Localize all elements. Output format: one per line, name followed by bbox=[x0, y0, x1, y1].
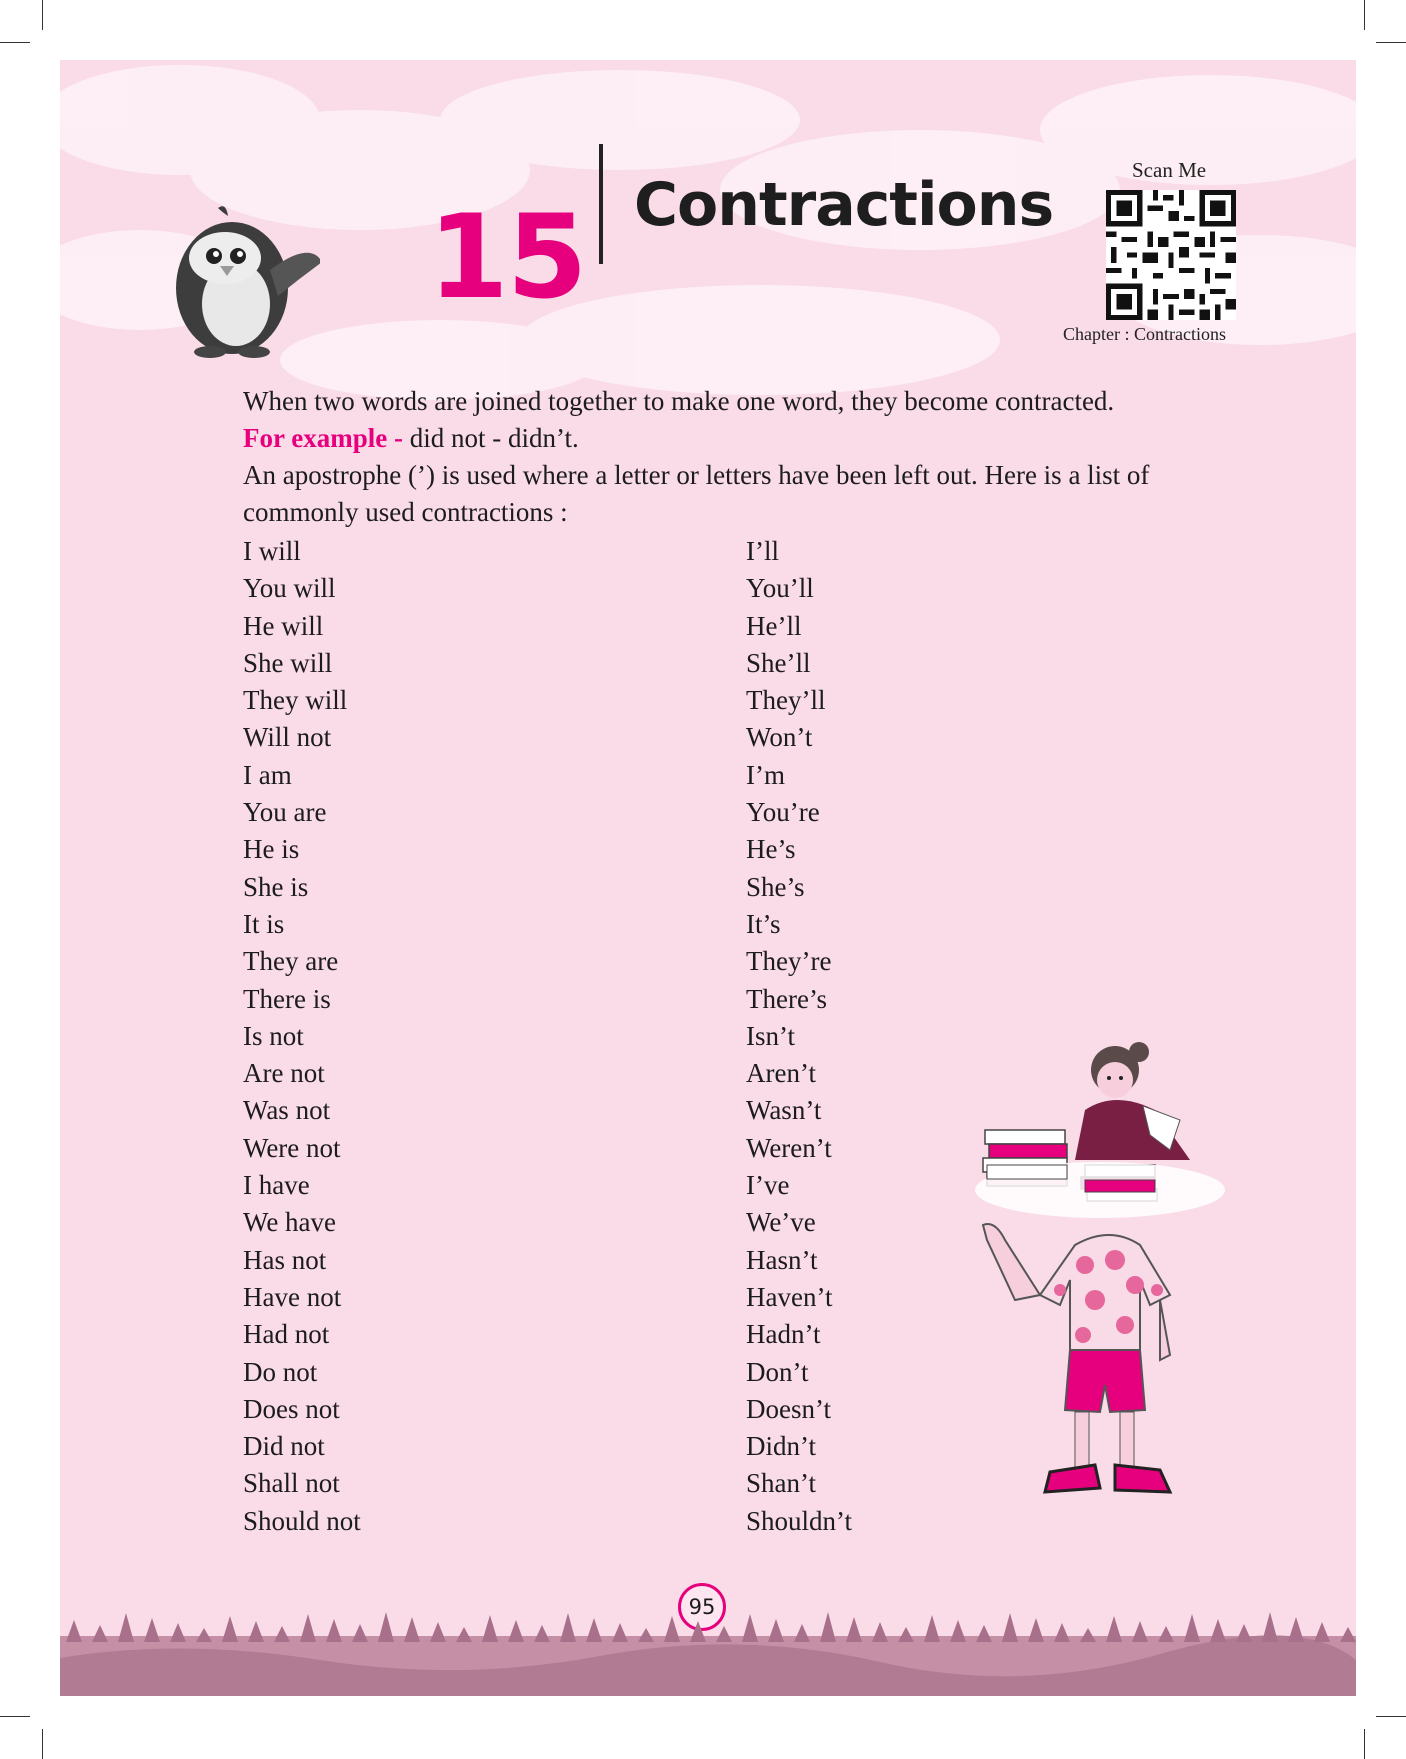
tree-shape bbox=[872, 1622, 888, 1642]
full-form-item: Shall not bbox=[243, 1468, 340, 1499]
tree-shape bbox=[326, 1619, 342, 1642]
full-form-item: Have not bbox=[243, 1281, 342, 1312]
qr-code[interactable] bbox=[1106, 190, 1236, 320]
example-text: did not - didn’t. bbox=[402, 423, 579, 453]
full-form-item: Should not bbox=[243, 1505, 361, 1536]
tree-shape bbox=[846, 1617, 862, 1642]
tree-shape bbox=[1028, 1618, 1044, 1642]
tree-shape bbox=[222, 1616, 238, 1642]
tree-shape bbox=[1002, 1613, 1018, 1642]
full-form-item: Are not bbox=[243, 1058, 325, 1089]
full-form-item: She is bbox=[243, 871, 309, 902]
contraction-item: There’s bbox=[746, 983, 827, 1014]
tree-shape bbox=[170, 1623, 186, 1642]
tree-shape bbox=[430, 1622, 446, 1642]
contraction-item: He’s bbox=[746, 834, 796, 865]
contraction-item: I’ve bbox=[746, 1170, 790, 1201]
tree-shape bbox=[560, 1613, 576, 1642]
tree-shape bbox=[300, 1614, 316, 1642]
tree-shape bbox=[1158, 1626, 1174, 1642]
tree-shape bbox=[1080, 1628, 1096, 1642]
contraction-item: She’ll bbox=[746, 647, 811, 678]
book-page bbox=[60, 60, 1356, 1696]
full-form-item: I am bbox=[243, 759, 292, 790]
contraction-item: Shouldn’t bbox=[746, 1505, 853, 1536]
tree-shape bbox=[1262, 1612, 1278, 1642]
contraction-item: Haven’t bbox=[746, 1281, 833, 1312]
full-form-item: You are bbox=[243, 797, 327, 828]
penguin-illustration bbox=[170, 200, 320, 360]
contraction-item: We’ve bbox=[746, 1207, 816, 1238]
full-form-item: I will bbox=[243, 536, 301, 566]
full-form-item: Has not bbox=[243, 1244, 327, 1275]
full-form-item: He will bbox=[243, 610, 324, 641]
full-forms-column bbox=[243, 533, 361, 1540]
chapter-title: Contractions bbox=[634, 170, 1054, 240]
example-line bbox=[243, 420, 579, 456]
crop-mark bbox=[42, 1729, 43, 1759]
tree-shape bbox=[196, 1628, 212, 1642]
tree-shape bbox=[924, 1615, 940, 1642]
crop-mark bbox=[0, 42, 30, 43]
tree-shape bbox=[118, 1613, 134, 1642]
intro-line-3: An apostrophe (’) is used where a letter or letters have been left out. Here is a list of bbox=[243, 460, 1150, 490]
full-form-item: Does not bbox=[243, 1393, 340, 1424]
contraction-item: Aren’t bbox=[746, 1058, 816, 1089]
tree-shape bbox=[690, 1621, 706, 1642]
children-illustration bbox=[965, 1040, 1255, 1550]
tree-shape bbox=[274, 1626, 290, 1642]
tree-shape bbox=[794, 1624, 810, 1642]
full-form-item: Is not bbox=[243, 1020, 304, 1051]
chapter-number: 15 bbox=[428, 190, 586, 325]
contraction-item: She’s bbox=[746, 871, 805, 902]
contraction-item: Hadn’t bbox=[746, 1319, 821, 1350]
contraction-item: Won’t bbox=[746, 722, 813, 753]
crop-mark bbox=[1376, 1716, 1406, 1717]
full-form-item: They are bbox=[243, 946, 339, 977]
tree-shape bbox=[248, 1621, 264, 1642]
tree-shape bbox=[1132, 1621, 1148, 1642]
tree-shape bbox=[1314, 1622, 1330, 1642]
contraction-item: You’ll bbox=[746, 573, 814, 604]
tree-shape bbox=[742, 1614, 758, 1642]
full-form-item: Were not bbox=[243, 1132, 341, 1163]
contraction-item: Isn’t bbox=[746, 1020, 796, 1051]
full-form-item: There is bbox=[243, 983, 331, 1014]
contraction-item: You’re bbox=[746, 797, 820, 828]
tree-shape bbox=[1184, 1614, 1200, 1642]
full-form-item: You will bbox=[243, 573, 336, 604]
contraction-item: I’m bbox=[746, 759, 785, 790]
tree-shape bbox=[508, 1620, 524, 1642]
tree-shape bbox=[482, 1615, 498, 1642]
scan-me-label: Scan Me bbox=[1132, 158, 1207, 182]
tree-shape bbox=[456, 1627, 472, 1642]
tree-shape bbox=[1210, 1619, 1226, 1642]
tree-shape bbox=[66, 1620, 82, 1642]
tree-shape bbox=[92, 1625, 108, 1642]
contraction-item: They’ll bbox=[746, 685, 826, 716]
contraction-item: It’s bbox=[746, 908, 781, 939]
contraction-item: Weren’t bbox=[746, 1132, 832, 1163]
tree-shape bbox=[1340, 1627, 1356, 1642]
full-form-item: They will bbox=[243, 685, 348, 716]
crop-mark bbox=[1364, 0, 1365, 30]
crop-mark bbox=[1364, 1729, 1365, 1759]
title-divider bbox=[599, 144, 603, 264]
contraction-item: Hasn’t bbox=[746, 1244, 818, 1275]
tree-shape bbox=[612, 1623, 628, 1642]
example-label: For example - bbox=[243, 423, 403, 453]
tree-shape bbox=[1054, 1623, 1070, 1642]
full-form-item: It is bbox=[243, 908, 285, 939]
contraction-item: I’ll bbox=[746, 536, 779, 566]
tree-shape bbox=[352, 1624, 368, 1642]
tree-shape bbox=[534, 1625, 550, 1642]
tree-shape bbox=[378, 1612, 394, 1642]
qr-caption: Chapter : Contractions bbox=[1063, 324, 1226, 344]
contraction-item: Don’t bbox=[746, 1356, 809, 1387]
footer-landscape bbox=[60, 1608, 1356, 1696]
contractions-column bbox=[746, 533, 852, 1540]
tree-shape bbox=[1106, 1616, 1122, 1642]
contraction-item: Didn’t bbox=[746, 1431, 817, 1462]
crop-mark bbox=[42, 0, 43, 30]
full-form-item: I have bbox=[243, 1170, 310, 1201]
tree-shape bbox=[404, 1617, 420, 1642]
crop-mark bbox=[0, 1716, 30, 1717]
full-form-item: We have bbox=[243, 1207, 337, 1238]
tree-shape bbox=[950, 1620, 966, 1642]
contraction-item: Doesn’t bbox=[746, 1393, 831, 1424]
full-form-item: Did not bbox=[243, 1431, 325, 1462]
intro-line-1: When two words are joined together to make one word, they become contracted. bbox=[243, 386, 1115, 416]
full-form-item: Do not bbox=[243, 1356, 318, 1387]
tree-shape bbox=[586, 1618, 602, 1642]
tree-shape bbox=[638, 1628, 654, 1642]
tree-shape bbox=[716, 1626, 732, 1642]
contraction-item: Wasn’t bbox=[746, 1095, 822, 1126]
contraction-item: He’ll bbox=[746, 610, 802, 641]
tree-shape bbox=[144, 1618, 160, 1642]
tree-shape bbox=[768, 1619, 784, 1642]
tree-shape bbox=[664, 1616, 680, 1642]
tree-shape bbox=[898, 1627, 914, 1642]
tree-shape bbox=[1288, 1617, 1304, 1642]
page-number: 95 bbox=[678, 1583, 726, 1631]
crop-mark bbox=[1376, 42, 1406, 43]
full-form-item: Will not bbox=[243, 722, 332, 753]
contraction-item: Shan’t bbox=[746, 1468, 817, 1499]
full-form-item: She will bbox=[243, 647, 333, 678]
tree-shape bbox=[976, 1625, 992, 1642]
intro-line-4: commonly used contractions : bbox=[243, 497, 568, 527]
tree-shape bbox=[820, 1612, 836, 1642]
full-form-item: He is bbox=[243, 834, 300, 865]
full-form-item: Had not bbox=[243, 1319, 330, 1350]
full-form-item: Was not bbox=[243, 1095, 331, 1126]
tree-shape bbox=[1236, 1624, 1252, 1642]
contraction-item: They’re bbox=[746, 946, 832, 977]
